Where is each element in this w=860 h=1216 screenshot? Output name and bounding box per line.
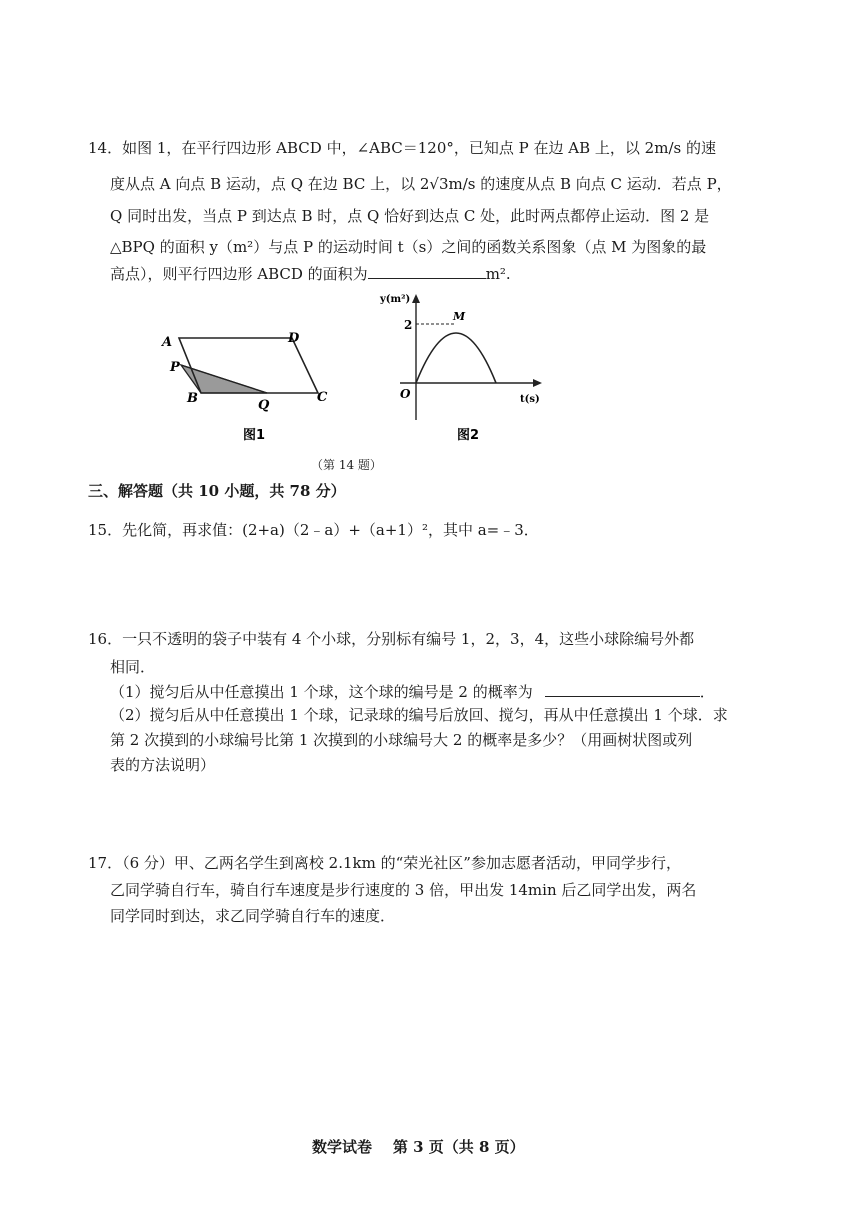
q16-answer-blank[interactable] <box>545 680 700 697</box>
q15-text: 15．先化简，再求值：(2+a)（2﹣a）+（a+1）²，其中 a=﹣3． <box>88 521 539 539</box>
page-footer: 数学试卷 第 3 页（共 8 页） <box>312 1138 525 1156</box>
figure-1-parallelogram <box>150 322 340 442</box>
section-3-heading: 三、解答题（共 10 小题，共 78 分） <box>88 482 346 500</box>
label-b: B <box>187 391 198 406</box>
q14-line5 <box>110 262 511 285</box>
q17-line3: 同学同时到达，求乙同学骑自行车的速度． <box>110 907 396 925</box>
origin-label: O <box>400 387 411 401</box>
figure-2-caption: 图2 <box>457 428 480 442</box>
q14-line5-post: m². <box>485 265 511 283</box>
label-c: C <box>317 390 328 405</box>
label-a: A <box>162 335 173 350</box>
label-p: P <box>170 360 180 375</box>
x-axis-arrow-icon <box>533 379 542 387</box>
q16-part2-line2: 第 2 次摸到的小球编号比第 1 次摸到的小球编号大 2 的概率是多少？（用画树状图或列 <box>110 731 693 749</box>
q16-line2: 相同． <box>110 658 156 676</box>
q16-part2-line1: （2）搅匀后从中任意摸出 1 个球，记录球的编号后放回、搅匀，再从中任意摸出 1 个球．求 <box>110 706 728 724</box>
label-d: D <box>288 331 300 346</box>
figure-2-graph <box>370 290 550 442</box>
q16-part2-line3: 表的方法说明） <box>110 756 216 774</box>
q14-line4: △BPQ 的面积 y（m²）与点 P 的运动时间 t（s）之间的函数关系图象（点 M 为图象的最 <box>110 238 707 256</box>
q16-line1: 16．一只不透明的袋子中装有 4 个小球，分别标有编号 1，2，3，4，这些小球除编号外都 <box>88 630 695 648</box>
q14-line3: Q 同时出发，当点 P 到达点 B 时，点 Q 恰好到达点 C 处，此时两点都停止运动．图 2 是 <box>110 207 710 225</box>
q14-line2: 度从点 A 向点 B 运动，点 Q 在边 BC 上，以 2√3m/s 的速度从点 B 向点 C 运动．若点 P， <box>110 175 732 193</box>
q14-line5-pre: 高点），则平行四边形 ABCD 的面积为 <box>110 265 368 283</box>
y-axis-arrow-icon <box>412 294 420 303</box>
area-curve <box>416 333 496 383</box>
peak-label-m: M <box>453 310 466 323</box>
q17-line2: 乙同学骑自行车，骑自行车速度是步行速度的 3 倍，甲出发 14min 后乙同学出发，两名 <box>110 881 697 899</box>
q16-part1-text: （1）搅匀后从中任意摸出 1 个球，这个球的编号是 2 的概率为 <box>110 683 533 701</box>
q17-line1: 17．（6 分）甲、乙两名学生到离校 2.1km 的“荣光社区”参加志愿者活动，甲同学步行， <box>88 854 681 872</box>
q14-line1: 14．如图 1，在平行四边形 ABCD 中，∠ABC＝120°，已知点 P 在边 AB 上，以 2m/s 的速 <box>88 139 716 157</box>
q16-part1 <box>110 680 715 703</box>
q14-figure-caption: （第 14 题） <box>311 458 382 472</box>
q16-part1-post: ． <box>699 683 715 701</box>
x-axis-label: t(s) <box>520 394 540 405</box>
y-axis-label: y(m²) <box>380 294 411 305</box>
label-q: Q <box>258 398 270 413</box>
y-tick-2: 2 <box>404 318 413 332</box>
q14-answer-blank[interactable] <box>368 262 486 279</box>
figure-1-caption: 图1 <box>243 428 266 442</box>
